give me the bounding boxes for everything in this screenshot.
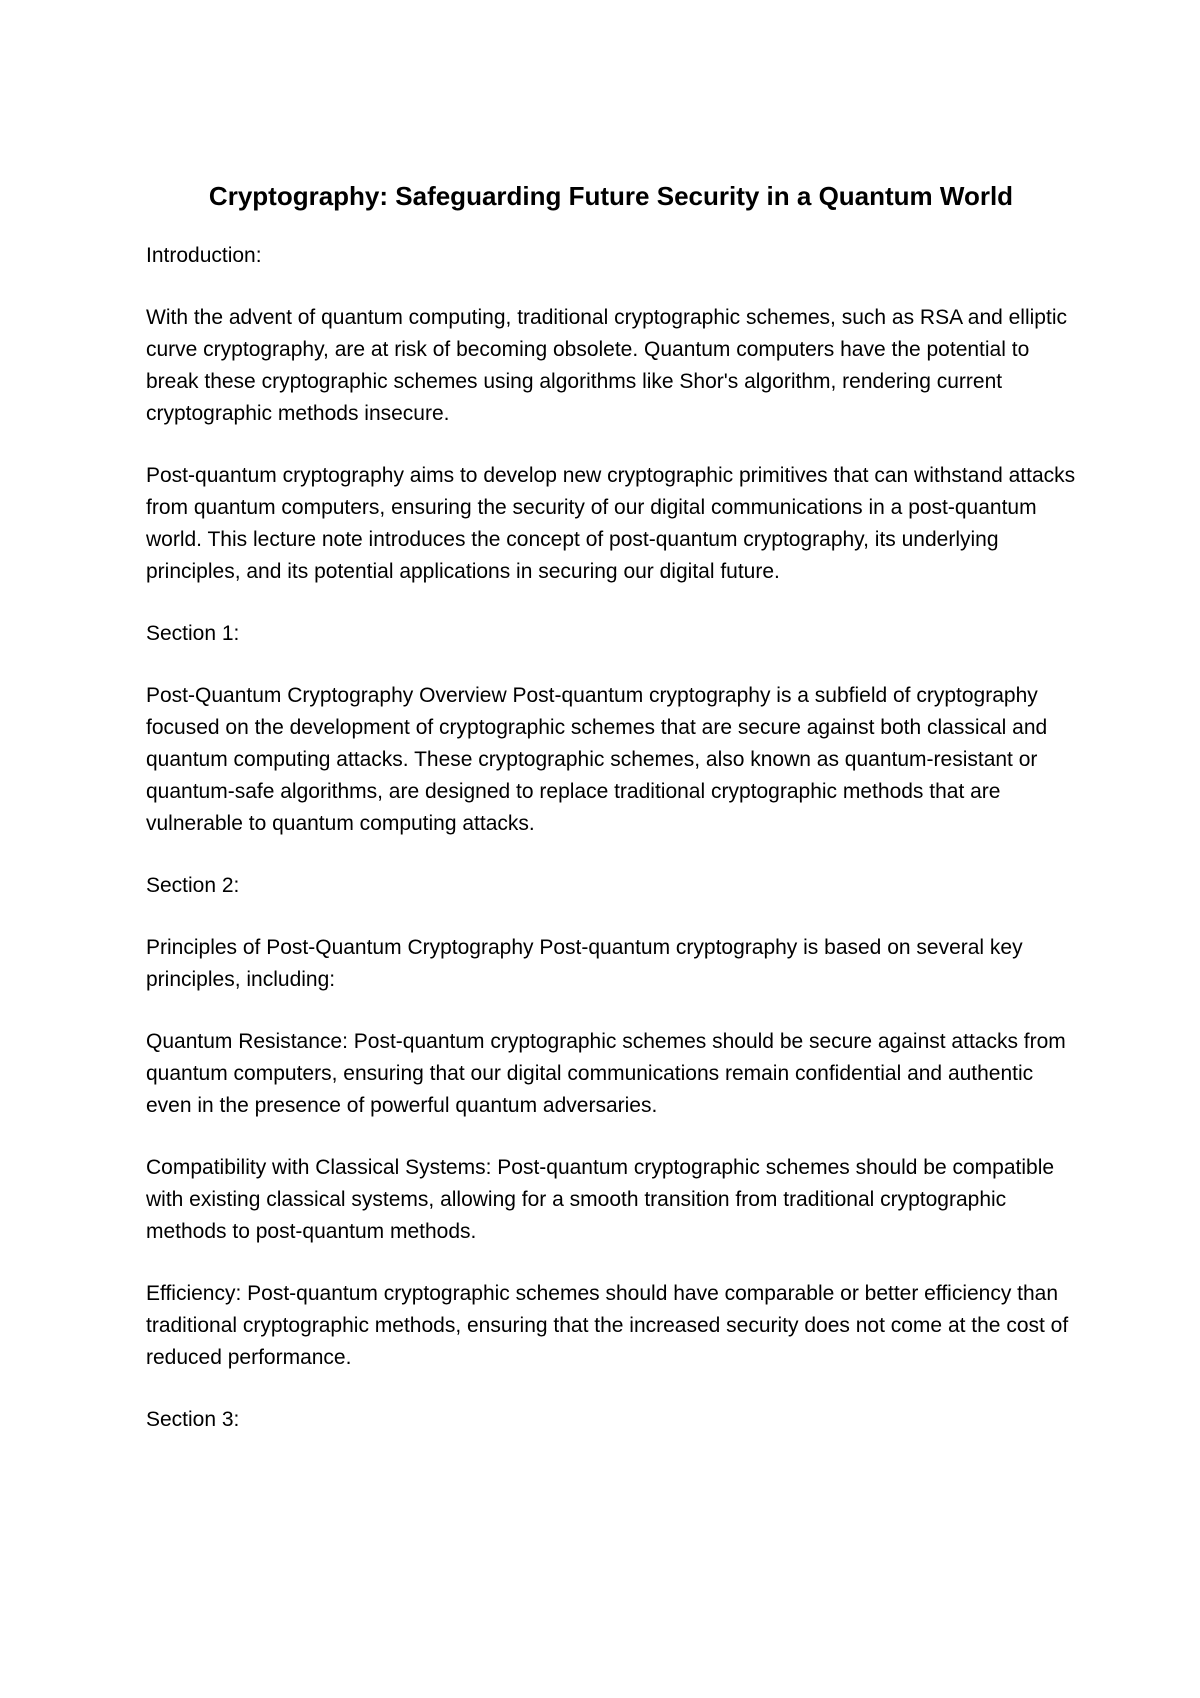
section-1-heading: Section 1: (146, 622, 240, 645)
intro-paragraph-2: Post-quantum cryptography aims to develop new cryptographic primitives that can withstand attacks from quantum computers, ensuring the security of our digital communications in a post-quantum world. This lecture note introduces the concept of post-quantum cryptography, its underlying principles, and its potential applications in securing our digital future. (146, 464, 1076, 583)
principle-compatibility: Compatibility with Classical Systems: Post-quantum cryptographic schemes should be compatible with existing classical systems, allowing for a smooth transition from traditional cryptographic methods to post-quantum methods. (146, 1156, 1055, 1243)
section-1-paragraph: Post-Quantum Cryptography Overview Post-quantum cryptography is a subfield of cryptography focused on the development of cryptographic schemes that are secure against both classical and quantum computing attacks. These cryptographic schemes, also known as quantum-resistant or quantum-safe algorithms, are designed to replace traditional cryptographic methods that are vulnerable to quantum computing attacks. (146, 684, 1048, 835)
section-2-intro-paragraph: Principles of Post-Quantum Cryptography Post-quantum cryptography is based on several key principles, including: (146, 936, 1023, 991)
document-title: Cryptography: Safeguarding Future Security in a Quantum World (208, 181, 1014, 211)
intro-heading: Introduction: (146, 244, 262, 267)
document-body (146, 178, 1076, 1466)
section-2-heading: Section 2: (146, 874, 240, 897)
intro-paragraph-1: With the advent of quantum computing, traditional cryptographic schemes, such as RSA and elliptic curve cryptography, are at risk of becoming obsolete. Quantum computers have the potential to break these cryptographic schemes using algorithms like Shor's algorithm, rendering current cryptographic methods insecure. (146, 306, 1067, 425)
principle-quantum-resistance: Quantum Resistance: Post-quantum cryptographic schemes should be secure against attacks from quantum computers, ensuring that our digital communications remain confidential and authentic even in the presence of powerful quantum adversaries. (146, 1030, 1066, 1117)
section-3-heading: Section 3: (146, 1408, 240, 1431)
principle-efficiency: Efficiency: Post-quantum cryptographic schemes should have comparable or better efficiency than traditional cryptographic methods, ensuring that the increased security does not come at the cost of reduced performance. (146, 1282, 1069, 1369)
